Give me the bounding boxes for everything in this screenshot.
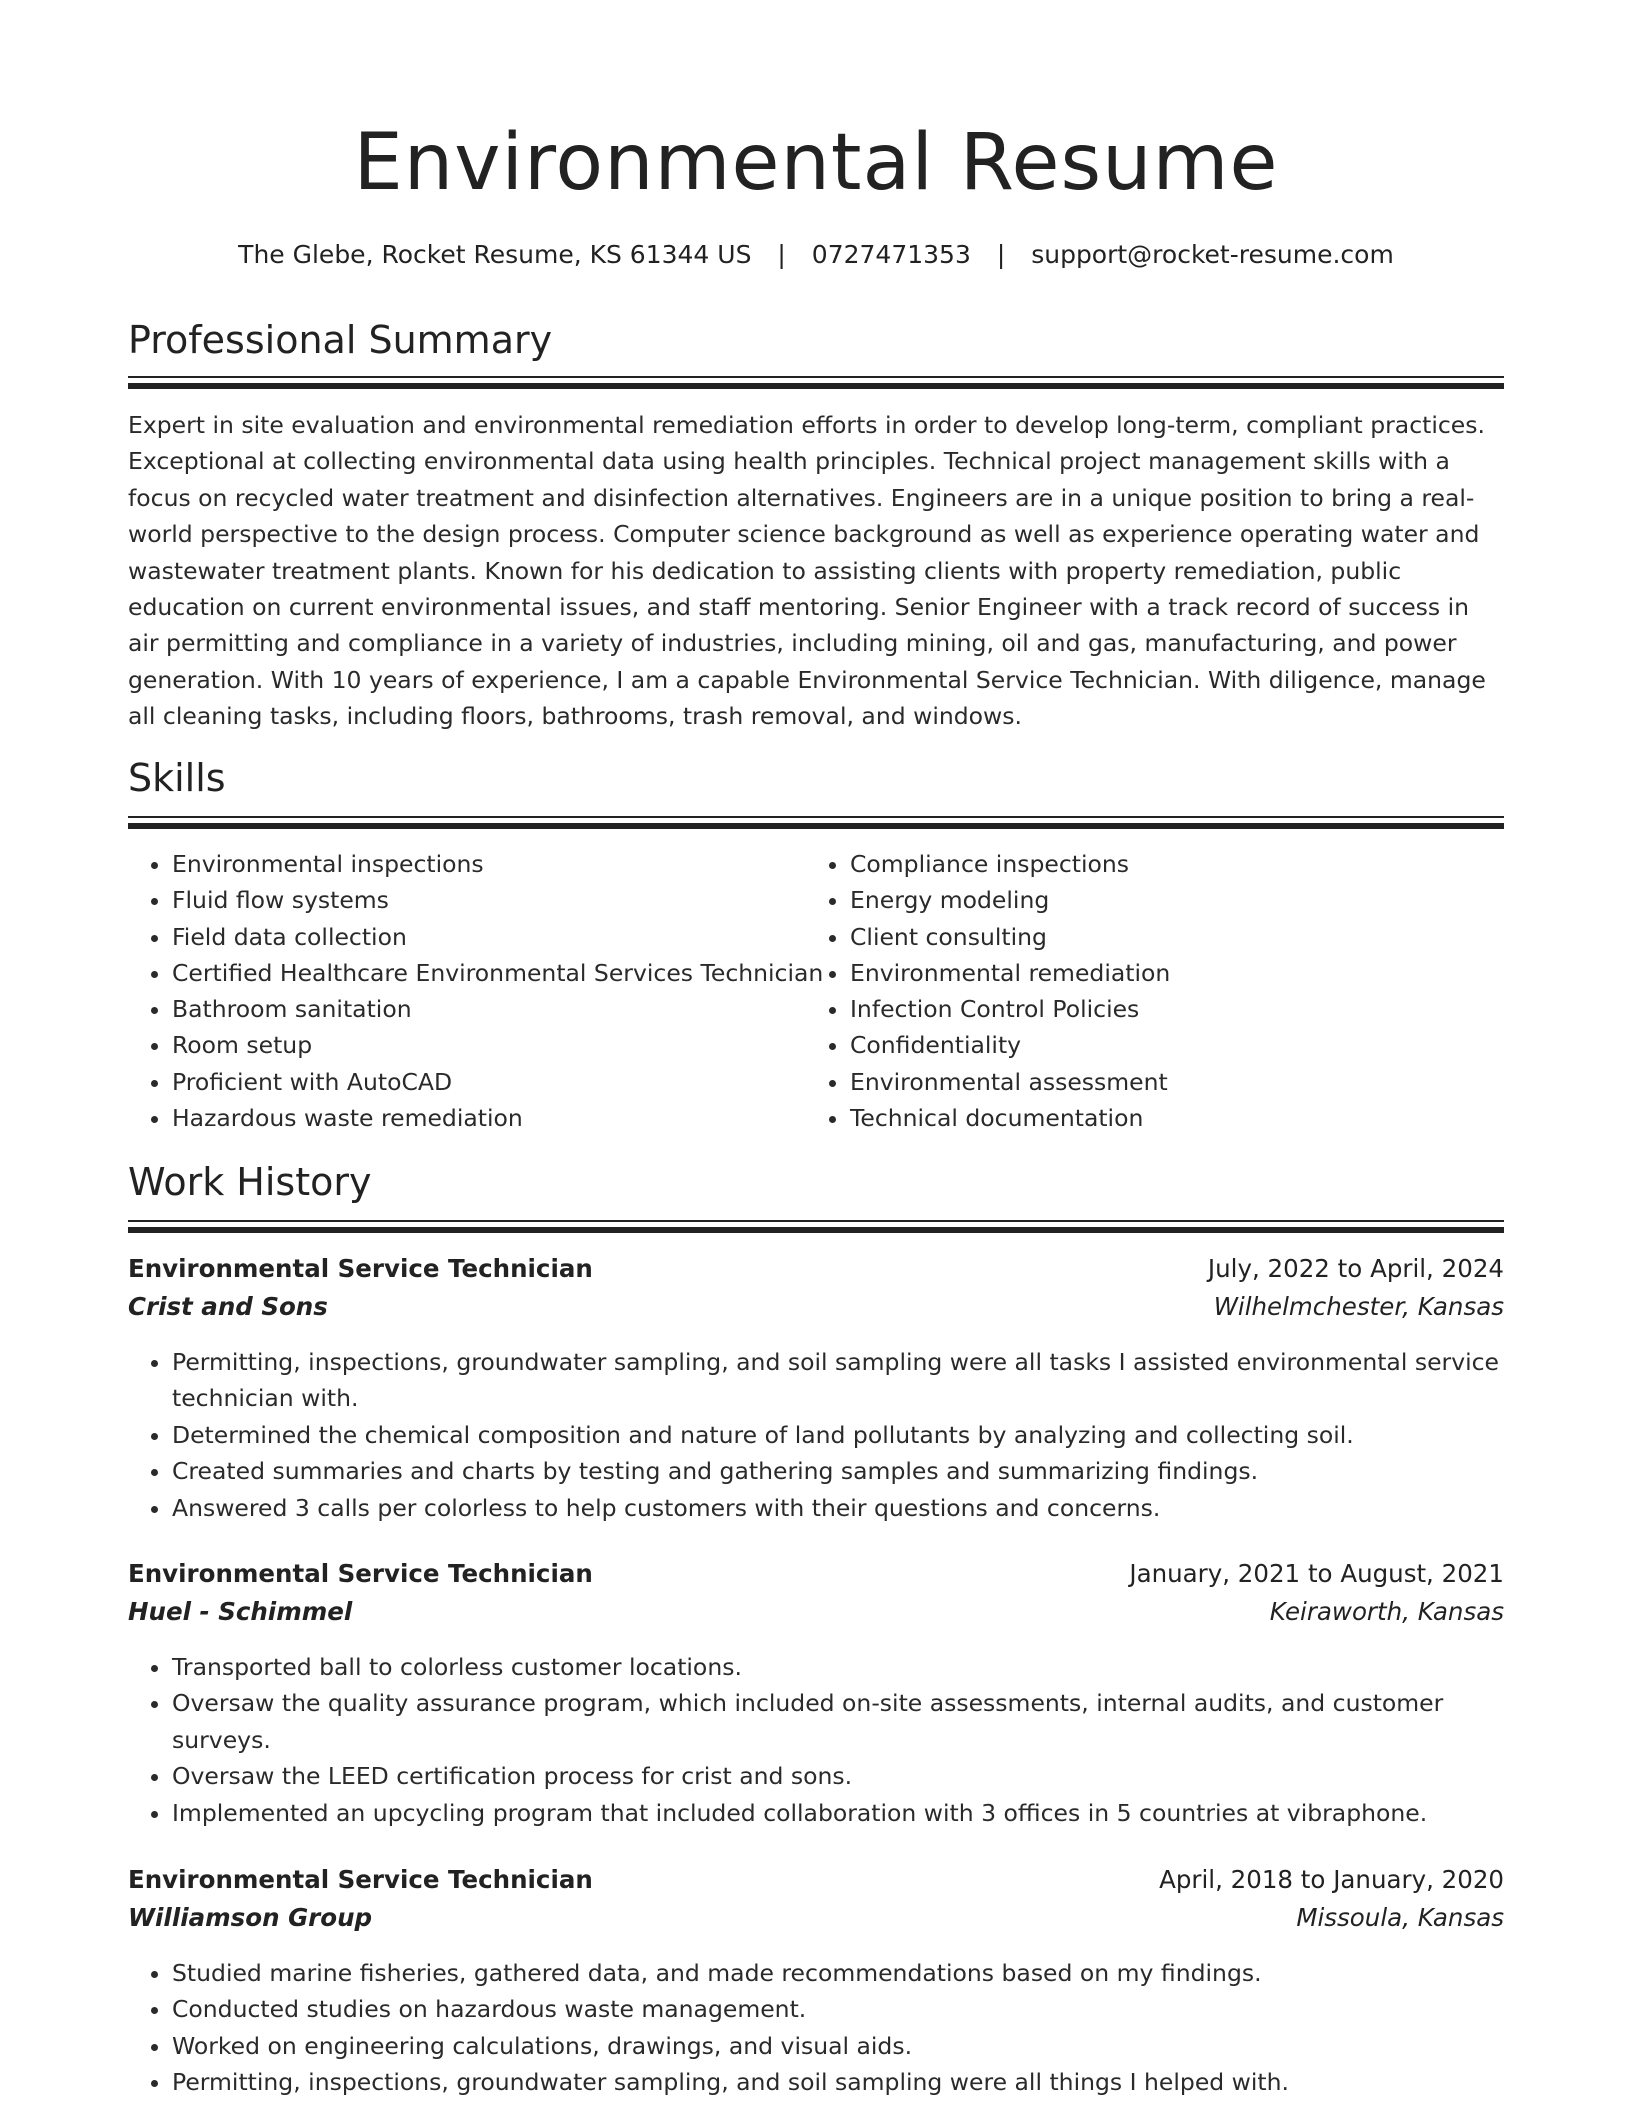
work-heading: Work History	[128, 1160, 372, 1204]
job-bullet: • Determined the chemical composition and nature of land pollutants by analyzing and collecting soil.	[172, 1417, 1504, 1453]
job-bullet: • Worked on engineering calculations, drawings, and visual aids.	[172, 2028, 1504, 2064]
skill-item: • Energy modeling	[850, 882, 1530, 918]
contact-email[interactable]: support@rocket-resume.com	[1031, 240, 1394, 269]
contact-line	[128, 240, 1504, 269]
contact-phone: 0727471353	[811, 240, 971, 269]
summary-heading: Professional Summary	[128, 318, 553, 362]
contact-separator: |	[777, 240, 786, 269]
job-title: Environmental Service Technician	[128, 1865, 593, 1894]
job-company: Huel - Schimmel	[128, 1597, 353, 1626]
skill-item: • Proficient with AutoCAD	[172, 1064, 852, 1100]
job-bullet: • Transported ball to colorless customer locations.	[172, 1649, 1504, 1685]
job-entry	[128, 1865, 1504, 2101]
skill-item: • Confidentiality	[850, 1027, 1530, 1063]
job-bullet: • Permitting, inspections, groundwater sampling, and soil sampling were all tasks I assisted environmental service technician with.	[172, 1344, 1504, 1417]
job-title-row	[128, 1559, 1504, 1597]
skill-item: • Environmental remediation	[850, 955, 1530, 991]
job-location: Keiraworth, Kansas	[1269, 1597, 1504, 1626]
job-bullet: • Created summaries and charts by testing and gathering samples and summarizing findings.	[172, 1453, 1504, 1489]
skills-section-header	[128, 756, 1504, 800]
skills-column-left	[128, 846, 852, 1136]
skill-item: • Environmental inspections	[172, 846, 852, 882]
section-divider	[128, 376, 1504, 378]
job-company: Crist and Sons	[128, 1292, 328, 1321]
section-divider	[128, 816, 1504, 818]
job-title-row	[128, 1254, 1504, 1292]
job-company-row	[128, 1292, 1504, 1330]
job-bullet: • Implemented an upcycling program that included collaboration with 3 offices in 5 countries at vibraphone.	[172, 1795, 1504, 1831]
job-company-row	[128, 1903, 1504, 1941]
resume-title: Environmental Resume	[353, 118, 1279, 208]
skill-item: • Hazardous waste remediation	[172, 1100, 852, 1136]
job-bullet: • Studied marine fisheries, gathered data, and made recommendations based on my findings.	[172, 1955, 1504, 1991]
job-entry	[128, 1559, 1504, 1831]
job-bullet: • Answered 3 calls per colorless to help customers with their questions and concerns.	[172, 1490, 1504, 1526]
section-divider	[128, 383, 1504, 389]
section-divider	[128, 823, 1504, 829]
skill-item: • Field data collection	[172, 919, 852, 955]
skill-item: • Bathroom sanitation	[172, 991, 852, 1027]
job-bullet: • Oversaw the quality assurance program, which included on-site assessments, internal audits, and customer surveys.	[172, 1685, 1504, 1758]
job-company: Williamson Group	[128, 1903, 373, 1932]
skills-heading: Skills	[128, 756, 226, 800]
summary-section-header	[128, 318, 1504, 362]
job-location: Wilhelmchester, Kansas	[1213, 1292, 1504, 1321]
contact-separator: |	[996, 240, 1006, 269]
job-bullets	[128, 1955, 1504, 2101]
job-bullet: • Conducted studies on hazardous waste management.	[172, 1991, 1504, 2027]
skill-item: • Certified Healthcare Environmental Services Technician	[172, 955, 852, 991]
skill-item: • Environmental assessment	[850, 1064, 1530, 1100]
job-entry	[128, 1254, 1504, 1526]
job-bullets	[128, 1344, 1504, 1526]
job-title: Environmental Service Technician	[128, 1559, 593, 1588]
job-title: Environmental Service Technician	[128, 1254, 593, 1283]
section-divider	[128, 1227, 1504, 1233]
skill-item: • Room setup	[172, 1027, 852, 1063]
work-section-header	[128, 1160, 1504, 1204]
skill-item: • Compliance inspections	[850, 846, 1530, 882]
contact-address: The Glebe, Rocket Resume, KS 61344 US	[238, 240, 752, 269]
job-dates: July, 2022 to April, 2024	[1207, 1254, 1504, 1283]
job-dates: April, 2018 to January, 2020	[1159, 1865, 1504, 1894]
job-dates: January, 2021 to August, 2021	[1129, 1559, 1504, 1588]
section-divider	[128, 1220, 1504, 1222]
job-company-row	[128, 1597, 1504, 1635]
skill-item: • Infection Control Policies	[850, 991, 1530, 1027]
job-bullets	[128, 1649, 1504, 1831]
skill-item: • Client consulting	[850, 919, 1530, 955]
job-bullet: • Permitting, inspections, groundwater sampling, and soil sampling were all things I helped with.	[172, 2064, 1504, 2100]
skills-column-right	[806, 846, 1530, 1136]
job-title-row	[128, 1865, 1504, 1903]
skill-item: • Technical documentation	[850, 1100, 1530, 1136]
job-location: Missoula, Kansas	[1296, 1903, 1504, 1932]
skill-item: • Fluid flow systems	[172, 882, 852, 918]
summary-text: Expert in site evaluation and environmental remediation efforts in order to develop long-term, compliant practices. Exceptional at collecting environmental data using health principles. Technical project management skills with a focus on recycled water treatment and disinfection alternatives. Engineers are in a unique position to bring a real-world perspective to the design process. Computer science background as well as experience operating water and wastewater treatment plants. Known for his dedication to assisting clients with property remediation, public education on current environmental issues, and staff mentoring. Senior Engineer with a track record of success in air permitting and compliance in a variety of industries, including mining, oil and gas, manufacturing, and power generation. With 10 years of experience, I am a capable Environmental Service Technician. With diligence, manage all cleaning tasks, including floors, bathrooms, trash removal, and windows.	[128, 411, 1486, 731]
job-bullet: • Oversaw the LEED certification process for crist and sons.	[172, 1758, 1504, 1794]
